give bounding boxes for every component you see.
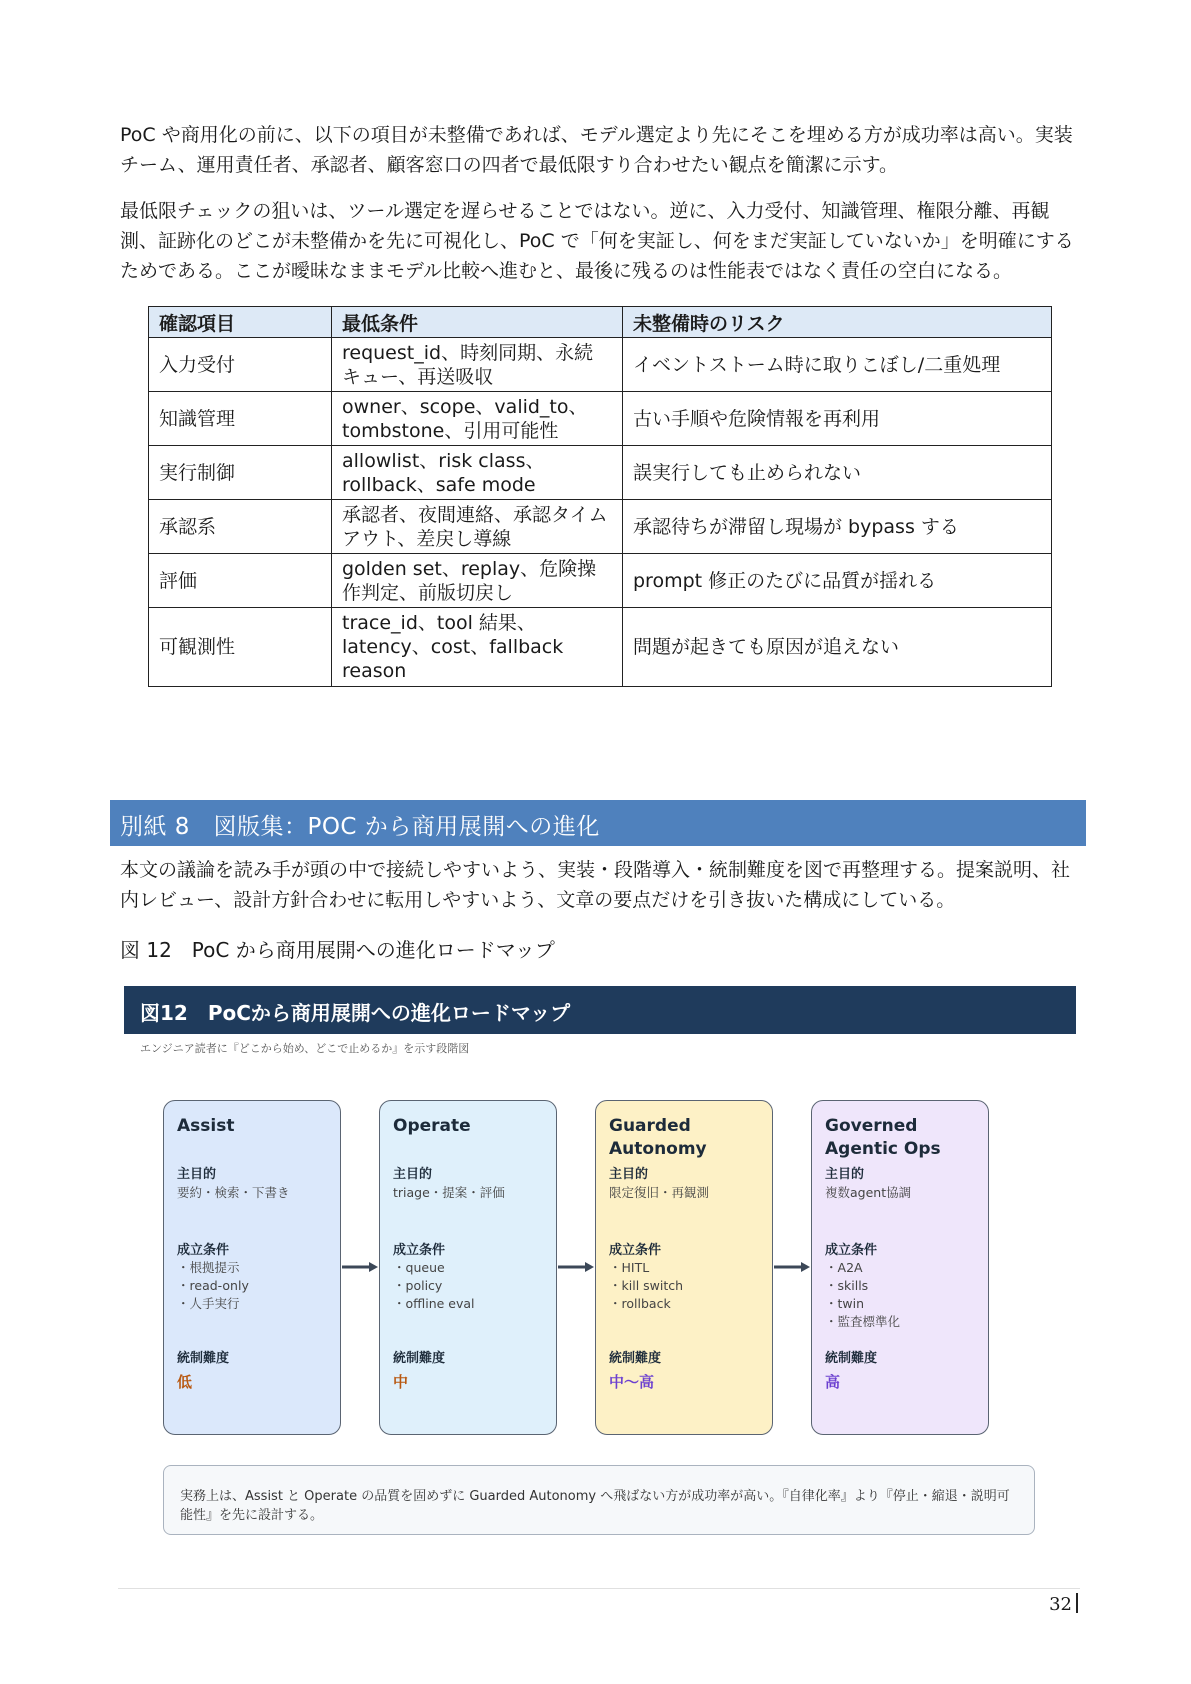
difficulty-level: 高 — [825, 1373, 841, 1391]
difficulty-label: 統制難度 — [825, 1351, 878, 1366]
cell-condition: golden set、replay、危険操作判定、前版切戻し — [332, 554, 623, 608]
conditions-label: 成立条件 — [393, 1243, 446, 1258]
stage-card-governed-agentic-ops — [811, 1100, 989, 1435]
difficulty-level: 中〜高 — [609, 1373, 655, 1391]
arrow-right-icon — [342, 1262, 378, 1272]
stage-title: Governed Agentic Ops — [825, 1116, 941, 1159]
difficulty-label: 統制難度 — [177, 1351, 230, 1366]
condition-item: ・ read-only — [177, 1277, 249, 1295]
purpose-value: triage・提案・評価 — [393, 1185, 505, 1200]
condition-item: ・ 人手実行 — [177, 1295, 249, 1313]
condition-item: ・ rollback — [609, 1295, 683, 1313]
header-min-condition: 最低条件 — [332, 307, 623, 338]
cell-condition: allowlist、risk class、rollback、safe mode — [332, 446, 623, 500]
condition-item: ・ 根拠提示 — [177, 1259, 249, 1277]
cell-condition: owner、scope、valid_to、tombstone、引用可能性 — [332, 392, 623, 446]
conditions-label: 成立条件 — [609, 1243, 662, 1258]
purpose-label: 主目的 — [609, 1167, 649, 1182]
intro-paragraph-2: 最低限チェックの狙いは、ツール選定を遅らせることではない。逆に、入力受付、知識管理、権限分離、再観測、証跡化のどこが未整備かを先に可視化し、PoC で「何を実証し、何をまだ実証していないか」を明確にするためである。ここが曖昧なままモデル比較へ進むと、最後に残るのは性能表ではなく責任の空白になる。 — [120, 200, 1074, 282]
purpose-label: 主目的 — [393, 1167, 433, 1182]
condition-item: ・ offline eval — [393, 1295, 475, 1313]
table-row — [149, 392, 1052, 446]
table-row — [149, 608, 1052, 687]
difficulty-label: 統制難度 — [393, 1351, 446, 1366]
purpose-label: 主目的 — [177, 1167, 217, 1182]
table-row — [149, 338, 1052, 392]
condition-item: ・ A2A — [825, 1259, 900, 1277]
condition-item: ・ HITL — [609, 1259, 683, 1277]
difficulty-level: 中 — [393, 1373, 409, 1391]
figure-note-box — [163, 1465, 1035, 1535]
checklist-table — [148, 306, 1052, 687]
stage-card-guarded-autonomy — [595, 1100, 773, 1435]
cell-item: 入力受付 — [149, 338, 332, 392]
conditions-list — [825, 1259, 900, 1331]
section-heading-bar — [110, 800, 1086, 846]
conditions-list — [177, 1259, 249, 1313]
cell-condition: request_id、時刻同期、永続キュー、再送吸収 — [332, 338, 623, 392]
conditions-list — [393, 1259, 475, 1313]
page-number: 32 — [1049, 1593, 1078, 1615]
cell-item: 承認系 — [149, 500, 332, 554]
section-body: 本文の議論を読み手が頭の中で接続しやすいよう、実装・段階導入・統制難度を図で再整理する。提案説明、社内レビュー、設計方針合わせに転用しやすいよう、文章の要点だけを引き抜いた構成にしている。 — [120, 859, 1071, 911]
purpose-value: 限定復旧・再観測 — [609, 1185, 710, 1200]
cell-condition: trace_id、tool 結果、latency、cost、fallback reason — [332, 608, 623, 687]
footer-divider — [118, 1588, 1080, 1589]
header-risk: 未整備時のリスク — [623, 307, 1052, 338]
condition-item: ・ policy — [393, 1277, 475, 1295]
figure-note-text: 実務上は、Assist と Operate の品質を固めずに Guarded Autonomy へ飛ばない方が成功率が高い。『自律化率』より『停止・縮退・説明可能性』を先に設計する。 — [180, 1489, 1010, 1523]
purpose-value: 複数agent協調 — [825, 1185, 912, 1200]
table-row — [149, 500, 1052, 554]
cell-risk: prompt 修正のたびに品質が揺れる — [623, 554, 1052, 608]
cell-risk: 承認待ちが滞留し現場が bypass する — [623, 500, 1052, 554]
purpose-value: 要約・検索・下書き — [177, 1185, 290, 1200]
condition-item: ・ twin — [825, 1295, 900, 1313]
cell-risk: 古い手順や危険情報を再利用 — [623, 392, 1052, 446]
cell-item: 可観測性 — [149, 608, 332, 687]
cell-condition: 承認者、夜間連絡、承認タイムアウト、差戻し導線 — [332, 500, 623, 554]
stage-title: Guarded Autonomy — [609, 1116, 707, 1159]
condition-item: ・ queue — [393, 1259, 475, 1277]
arrow-right-icon — [558, 1262, 594, 1272]
conditions-label: 成立条件 — [825, 1243, 878, 1258]
stage-card-operate — [379, 1100, 557, 1435]
table-row — [149, 554, 1052, 608]
cell-risk: イベントストーム時に取りこぼし/二重処理 — [623, 338, 1052, 392]
cell-risk: 誤実行しても止められない — [623, 446, 1052, 500]
difficulty-level: 低 — [177, 1373, 193, 1391]
stage-card-assist — [163, 1100, 341, 1435]
condition-item: ・ kill switch — [609, 1277, 683, 1295]
intro-paragraph-1: PoC や商用化の前に、以下の項目が未整備であれば、モデル選定より先にそこを埋める方が成功率は高い。実装チーム、運用責任者、承認者、顧客窓口の四者で最低限すり合わせたい観点を簡潔に示す。 — [120, 124, 1073, 176]
table-row — [149, 446, 1052, 500]
cell-item: 実行制御 — [149, 446, 332, 500]
stage-title: Operate — [393, 1116, 471, 1136]
table-header-row — [149, 307, 1052, 338]
figure-caption: 図 12 PoC から商用展開への進化ロードマップ — [120, 938, 555, 962]
difficulty-label: 統制難度 — [609, 1351, 662, 1366]
header-check-item: 確認項目 — [149, 307, 332, 338]
stage-title: Assist — [177, 1116, 235, 1136]
conditions-list — [609, 1259, 683, 1313]
cell-item: 知識管理 — [149, 392, 332, 446]
condition-item: ・ skills — [825, 1277, 900, 1295]
condition-item: ・ 監査標準化 — [825, 1313, 900, 1331]
figure-subtitle: エンジニア読者に『どこから始め、どこで止めるか』を示す段階図 — [140, 1042, 470, 1055]
arrow-right-icon — [774, 1262, 810, 1272]
section-title: 別紙 8 図版集：POC から商用展開への進化 — [120, 814, 600, 840]
figure-header — [124, 986, 1076, 1034]
cell-item: 評価 — [149, 554, 332, 608]
conditions-label: 成立条件 — [177, 1243, 230, 1258]
cell-risk: 問題が起きても原因が追えない — [623, 608, 1052, 687]
figure-title: 図12 PoCから商用展開への進化ロードマップ — [140, 1001, 571, 1025]
purpose-label: 主目的 — [825, 1167, 865, 1182]
